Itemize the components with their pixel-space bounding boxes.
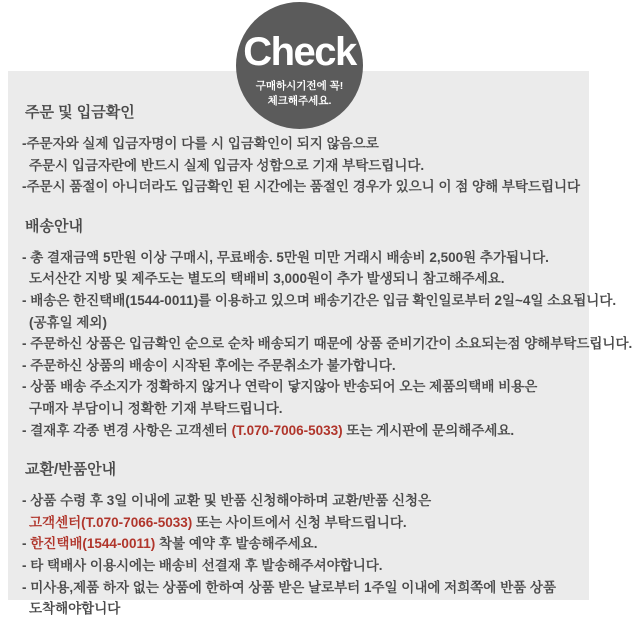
section-heading: 주문 및 입금확인	[25, 104, 135, 121]
notice-text: -주문시 품절이 아니더라도 입금확인 된 시간에는 품절인 경우가 있으니 이 점 양해 부탁드립니다	[22, 179, 581, 195]
notice-line	[22, 555, 580, 577]
check-badge-title: Check	[243, 30, 356, 74]
notice-line	[22, 533, 580, 555]
notice-text: - 상품 배송 주소지가 정확하지 않거나 연락이 닿지않아 반송되어 오는 제품의택배 비용은	[22, 379, 538, 395]
notice-line	[22, 333, 632, 355]
notice-section	[22, 461, 580, 620]
notice-text: - 총 결재금액 5만원 이상 구매시, 무료배송. 5만원 미만 거래시 배송비 2,500원 추가됩니다.	[22, 249, 549, 265]
check-badge-subtitle-line1: 구매하시기전에 꼭!	[255, 80, 344, 92]
section-heading: 교환/반품안내	[25, 461, 117, 479]
notice-text: -주문자와 실제 입금자명이 다를 시 입금확인이 되지 않음으로	[22, 136, 379, 151]
section-heading: 배송안내	[25, 217, 83, 235]
notice-line	[22, 577, 580, 599]
notice-text: - 미사용,제품 하자 없는 상품에 한하여 상품 받은 날로부터 1주일 이내에 저희쪽에 반품 상품	[22, 579, 556, 595]
notice-text: - 결재후 각종 변경 사항은 고객센터	[22, 422, 232, 438]
notice-text: 또는 게시판에 문의해주세요.	[342, 422, 515, 438]
notice-text: - 상품 수령 후 3일 이내에 교환 및 반품 신청해야하며 교환/반품 신청은	[22, 493, 432, 509]
check-badge-subtitle	[236, 79, 363, 109]
notice-line	[22, 290, 617, 312]
notice-text: (공휴일 제외)	[29, 314, 107, 330]
notice-text: - 주문하신 상품은 입금확인 순으로 순차 배송되기 때문에 상품 준비기간이 소요되는점 양해부탁드립니다.	[22, 336, 632, 352]
highlighted-phone-text: (T.070-7006-5033)	[231, 422, 343, 438]
notice-text: 구매자 부담이니 정확한 기재 부탁드립니다.	[29, 400, 283, 416]
notice-line	[22, 376, 580, 398]
notice-text: 착불 예약 후 발송해주세요.	[155, 536, 318, 552]
notice-line	[22, 155, 580, 177]
notice-line	[22, 355, 580, 377]
notice-text: 또는 사이트에서 신청 부탁드립니다.	[192, 514, 407, 530]
notice-text: - 타 택배사 이용시에는 배송비 선결재 후 발송해주셔야합니다.	[22, 557, 383, 573]
notice-section	[22, 217, 632, 441]
notice-line	[22, 490, 580, 512]
notice-line	[22, 512, 580, 534]
notice-text: 주문시 입금자란에 반드시 실제 입금자 성함으로 기재 부탁드립니다.	[29, 157, 425, 173]
notice-line	[22, 176, 580, 198]
notice-line	[22, 420, 580, 442]
notice-text: - 주문하신 상품의 배송이 시작된 후에는 주문취소가 불가합니다.	[22, 357, 396, 373]
notice-text: 도서산간 지방 및 제주도는 별도의 택배비 3,000원이 추가 발생되니 참고해주세요.	[29, 271, 505, 287]
notice-sections	[22, 104, 632, 620]
notice-line	[22, 398, 580, 420]
highlighted-phone-text: 고객센터(T.070-7066-5033)	[29, 514, 193, 530]
notice-text: -	[22, 536, 31, 552]
notice-line	[22, 268, 580, 290]
notice-line	[22, 598, 580, 620]
check-badge-subtitle-line2: 체크해주세요.	[267, 95, 332, 107]
notice-line	[22, 133, 580, 155]
highlighted-phone-text: 한진택배(1544-0011)	[30, 536, 156, 552]
notice-text: 도착해야합니다	[29, 601, 121, 617]
check-badge	[236, 2, 363, 129]
notice-line	[22, 247, 580, 269]
notice-line	[22, 312, 580, 334]
notice-text: - 배송은 한진택배(1544-0011)를 이용하고 있으며 배송기간은 입금 확인일로부터 2일~4일 소요됩니다.	[22, 292, 617, 308]
